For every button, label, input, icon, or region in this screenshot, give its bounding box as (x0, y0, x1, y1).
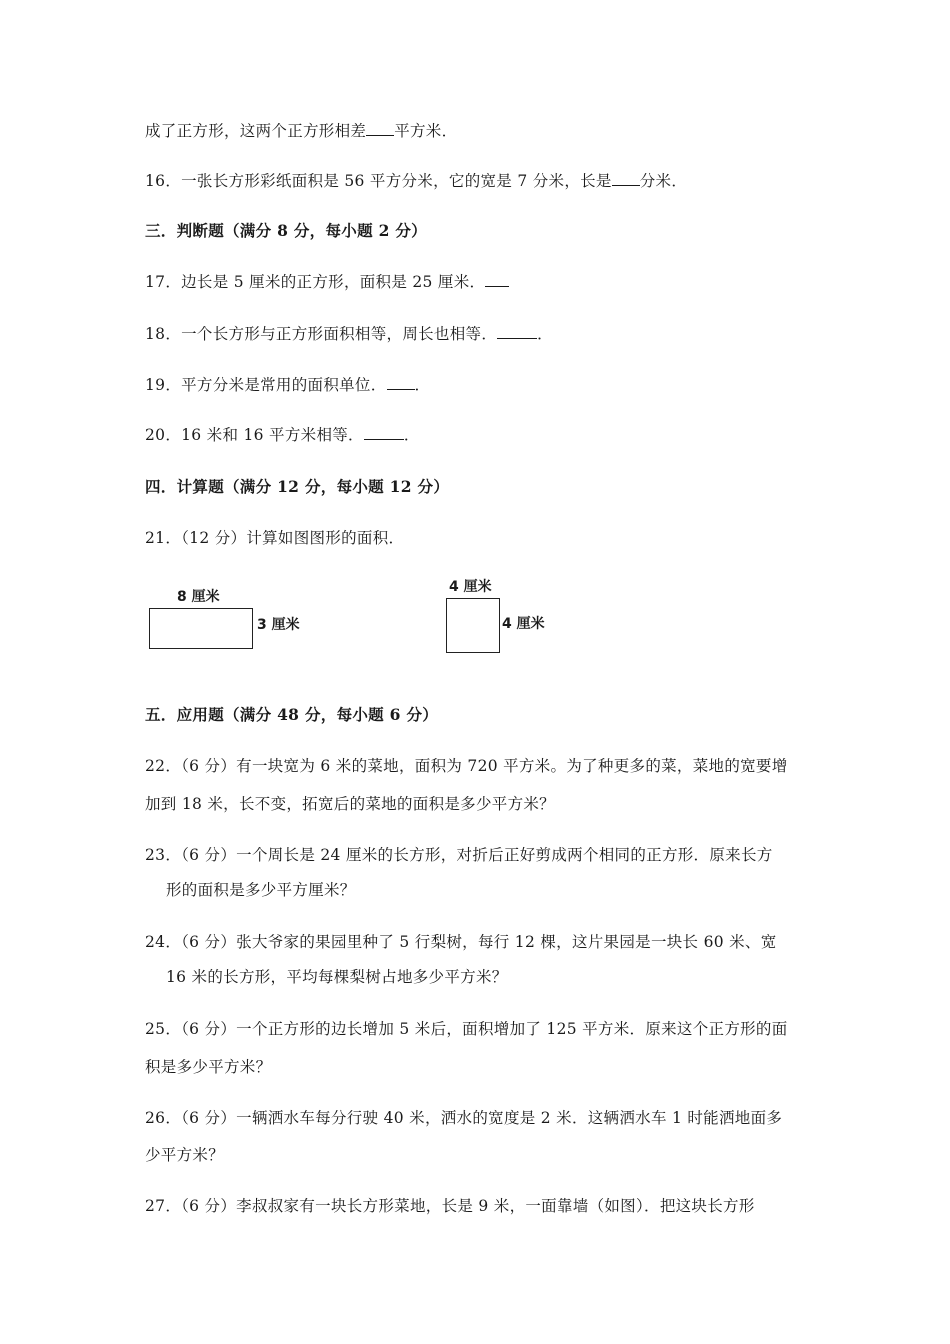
q19-text: 19．平方分米是常用的面积单位． (145, 376, 387, 394)
question-20 (145, 425, 420, 445)
rectangle-shape (149, 608, 253, 649)
answer-blank[interactable] (366, 121, 394, 136)
question-19 (145, 375, 430, 395)
q18-text-end: ． (537, 325, 553, 343)
question-18 (145, 324, 553, 344)
question-24-line-2: 16 米的长方形，平均每棵梨树占地多少平方米？ (166, 968, 508, 986)
q19-text-end: ． (414, 376, 431, 394)
answer-blank[interactable] (485, 272, 509, 287)
q20-text-end: ． (403, 426, 420, 444)
question-26-line-2: 少平方米？ (145, 1146, 225, 1164)
question-24-line-1: 24．（6 分）张大爷家的果园里种了 5 行梨树，每行 12 棵，这片果园是一块长 60 米、宽 (145, 933, 777, 951)
q16-text-end: 分米． (639, 172, 688, 190)
question-17 (145, 272, 509, 292)
answer-blank[interactable] (497, 324, 537, 339)
question-27-line-1: 27．（6 分）李叔叔家有一块长方形菜地，长是 9 米，一面靠墙（如图）．把这块长方形 (145, 1197, 755, 1215)
question-15-continuation (145, 121, 457, 141)
question-25-line-1: 25．（6 分）一个正方形的边长增加 5 米后，面积增加了 125 平方米．原来这个正方形的面 (145, 1020, 788, 1038)
question-22-line-1: 22．（6 分）有一块宽为 6 米的菜地，面积为 720 平方米。为了种更多的菜，菜地的宽要增 (145, 757, 788, 775)
square-top-label: 4 厘米 (449, 579, 492, 595)
question-16 (145, 171, 687, 191)
answer-blank[interactable] (364, 425, 404, 440)
q15-text-end: 平方米． (394, 122, 458, 140)
question-26-line-1: 26．（6 分）一辆洒水车每分行驶 40 米，洒水的宽度是 2 米．这辆洒水车 1 时能洒地面多 (145, 1109, 783, 1127)
q16-text: 16．一张长方形彩纸面积是 56 平方分米，它的宽是 7 分米，长是 (145, 172, 612, 190)
section-3-heading: 三．判断题（满分 8 分，每小题 2 分） (145, 221, 427, 240)
section-4-heading: 四．计算题（满分 12 分，每小题 12 分） (145, 477, 450, 496)
rectangle-width-label: 3 厘米 (257, 617, 300, 633)
q15-text: 成了正方形，这两个正方形相差 (145, 122, 367, 140)
question-25-line-2: 积是多少平方米？ (145, 1058, 272, 1076)
question-22-line-2: 加到 18 米，长不变，拓宽后的菜地的面积是多少平方米？ (145, 795, 555, 813)
section-5-heading: 五．应用题（满分 48 分，每小题 6 分） (145, 705, 439, 724)
q18-text: 18．一个长方形与正方形面积相等，周长也相等． (145, 325, 498, 343)
square-shape (446, 598, 500, 653)
square-side-label: 4 厘米 (502, 616, 545, 632)
question-21: 21．（12 分）计算如图图形的面积． (145, 529, 405, 547)
rectangle-length-label: 8 厘米 (177, 589, 220, 605)
answer-blank[interactable] (612, 171, 640, 186)
answer-blank[interactable] (387, 375, 415, 390)
q20-text: 20．16 米和 16 平方米相等． (145, 426, 364, 444)
question-23-line-2: 形的面积是多少平方厘米？ (166, 881, 356, 899)
q17-text: 17．边长是 5 厘米的正方形，面积是 25 厘米． (145, 273, 486, 291)
question-23-line-1: 23．（6 分）一个周长是 24 厘米的长方形，对折后正好剪成两个相同的正方形．原来长方 (145, 846, 773, 864)
